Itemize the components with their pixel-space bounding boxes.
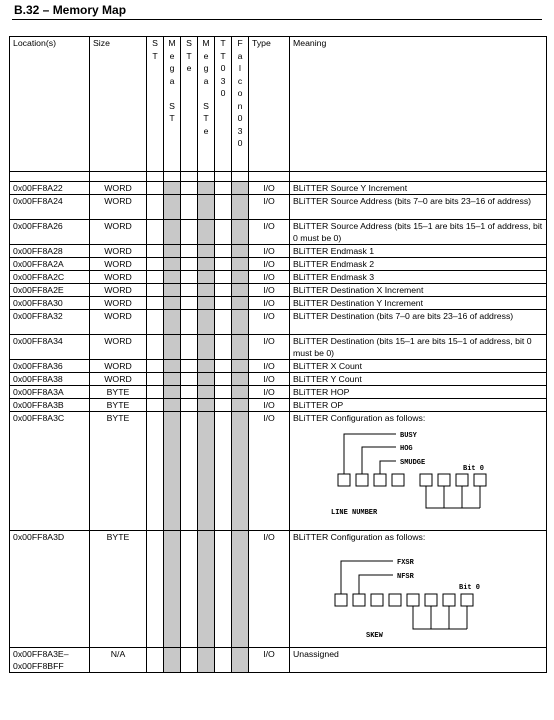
mega-st-cell: [164, 284, 181, 297]
tt030-cell: [215, 360, 232, 373]
header-ste: S T e: [181, 37, 198, 172]
st-cell: [147, 360, 164, 373]
table-row: [10, 271, 547, 284]
ste-cell: [181, 335, 198, 360]
size-cell: WORD: [90, 245, 147, 258]
mega-st-cell: [164, 360, 181, 373]
location-cell: 0x00FF8A2A: [10, 258, 90, 271]
size-cell: BYTE: [90, 399, 147, 412]
st-cell: [147, 335, 164, 360]
falcon030-cell: [232, 399, 249, 412]
type-cell: I/O: [249, 373, 290, 386]
size-cell: BYTE: [90, 531, 147, 648]
meaning-cell: BLiTTER OP: [290, 399, 547, 412]
page-title: B.32 – Memory Map: [14, 3, 127, 17]
tt030-cell: [215, 297, 232, 310]
table-row: [10, 195, 547, 220]
falcon030-cell: [232, 335, 249, 360]
type-cell: I/O: [249, 360, 290, 373]
mega-st-cell: [164, 220, 181, 245]
table-row: [10, 399, 547, 412]
mega-st-cell: [164, 310, 181, 335]
ste-cell: [181, 297, 198, 310]
falcon030-cell: [232, 373, 249, 386]
header-mega-st: M e g a S T: [164, 37, 181, 172]
falcon030-cell: [232, 386, 249, 399]
table-row: [10, 360, 547, 373]
type-cell: I/O: [249, 284, 290, 297]
meaning-cell: BLiTTER Endmask 2: [290, 258, 547, 271]
tt030-cell: [215, 284, 232, 297]
tt030-cell: [215, 245, 232, 258]
ste-cell: [181, 245, 198, 258]
type-cell: I/O: [249, 531, 290, 648]
table-row: [10, 284, 547, 297]
tt030-cell: [215, 386, 232, 399]
mega-ste-cell: [198, 373, 215, 386]
hog-label: HOG: [400, 445, 413, 453]
size-cell: WORD: [90, 360, 147, 373]
st-cell: [147, 182, 164, 195]
table-row: [10, 310, 547, 335]
title-rule: [12, 19, 542, 20]
tt030-cell: [215, 195, 232, 220]
mega-ste-cell: [198, 335, 215, 360]
table-row: [10, 531, 547, 648]
location-cell: 0x00FF8A24: [10, 195, 90, 220]
ste-cell: [181, 220, 198, 245]
meaning-cell: BLiTTER Destination (bits 15–1 are bits 15–1 of address, bit 0 must be 0): [290, 335, 547, 360]
st-cell: [147, 399, 164, 412]
meaning-cell: BLiTTER Endmask 1: [290, 245, 547, 258]
location-cell: 0x00FF8A34: [10, 335, 90, 360]
line-number-label: LINE NUMBER: [331, 509, 378, 517]
type-cell: I/O: [249, 195, 290, 220]
falcon030-cell: [232, 284, 249, 297]
ste-cell: [181, 258, 198, 271]
ste-cell: [181, 373, 198, 386]
location-cell: 0x00FF8A30: [10, 297, 90, 310]
busy-label: BUSY: [400, 432, 417, 440]
size-cell: WORD: [90, 310, 147, 335]
mega-ste-cell: [198, 220, 215, 245]
header-location: Location(s): [10, 37, 90, 172]
falcon030-cell: [232, 310, 249, 335]
location-cell: 0x00FF8A3B: [10, 399, 90, 412]
type-cell: I/O: [249, 245, 290, 258]
st-cell: [147, 195, 164, 220]
header-mega-ste: M e g a S T e: [198, 37, 215, 172]
mega-ste-cell: [198, 360, 215, 373]
st-cell: [147, 258, 164, 271]
mega-ste-cell: [198, 271, 215, 284]
meaning-text: BLiTTER Configuration as follows:: [293, 532, 426, 542]
fxsr-label: FXSR: [397, 559, 414, 567]
header-meaning: Meaning: [290, 37, 547, 172]
st-cell: [147, 297, 164, 310]
type-cell: I/O: [249, 310, 290, 335]
header-falcon030: F a l c o n 0 3 0: [232, 37, 249, 172]
tt030-cell: [215, 271, 232, 284]
type-cell: I/O: [249, 386, 290, 399]
meaning-cell: [290, 412, 547, 531]
smudge-label: SMUDGE: [400, 459, 426, 467]
location-cell: 0x00FF8A3D: [10, 531, 90, 648]
mega-st-cell: [164, 297, 181, 310]
memory-map-table: [9, 36, 547, 673]
type-cell: I/O: [249, 182, 290, 195]
falcon030-cell: [232, 271, 249, 284]
falcon030-cell: [232, 182, 249, 195]
header-type: Type: [249, 37, 290, 172]
table-row: [10, 412, 547, 531]
bit0-label: Bit 0: [463, 465, 485, 473]
meaning-cell: BLiTTER X Count: [290, 360, 547, 373]
table-row: [10, 258, 547, 271]
mega-st-cell: [164, 271, 181, 284]
mega-ste-cell: [198, 297, 215, 310]
tt030-cell: [215, 373, 232, 386]
location-cell: 0x00FF8A32: [10, 310, 90, 335]
mega-ste-cell: [198, 386, 215, 399]
st-cell: [147, 271, 164, 284]
header-tt030: T T 0 3 0: [215, 37, 232, 172]
table-row: [10, 220, 547, 245]
falcon030-cell: [232, 297, 249, 310]
size-cell: WORD: [90, 220, 147, 245]
mega-st-cell: [164, 182, 181, 195]
size-cell: BYTE: [90, 412, 147, 531]
st-cell: [147, 245, 164, 258]
size-cell: WORD: [90, 284, 147, 297]
mega-ste-cell: [198, 195, 215, 220]
mega-st-cell: [164, 386, 181, 399]
falcon030-cell: [232, 220, 249, 245]
bit0-label: Bit 0: [459, 584, 481, 592]
type-cell: I/O: [249, 297, 290, 310]
location-cell: 0x00FF8A22: [10, 182, 90, 195]
mega-st-cell: [164, 245, 181, 258]
location-cell: 0x00FF8A26: [10, 220, 90, 245]
mega-ste-cell: [198, 399, 215, 412]
mega-st-cell: [164, 399, 181, 412]
meaning-cell: BLiTTER HOP: [290, 386, 547, 399]
location-cell: 0x00FF8A3E– 0x00FF8BFF: [10, 648, 90, 673]
table-row: [10, 297, 547, 310]
table-row: [10, 335, 547, 360]
spacer-row: [10, 172, 547, 182]
size-cell: WORD: [90, 195, 147, 220]
size-cell: BYTE: [90, 386, 147, 399]
size-cell: WORD: [90, 373, 147, 386]
meaning-cell: BLiTTER Y Count: [290, 373, 547, 386]
tt030-cell: [215, 220, 232, 245]
mega-st-cell: [164, 195, 181, 220]
size-cell: WORD: [90, 297, 147, 310]
header-size: Size: [90, 37, 147, 172]
size-cell: WORD: [90, 182, 147, 195]
type-cell: I/O: [249, 258, 290, 271]
st-cell: [147, 386, 164, 399]
ste-cell: [181, 182, 198, 195]
type-cell: I/O: [249, 399, 290, 412]
size-cell: WORD: [90, 271, 147, 284]
tt030-cell: [215, 335, 232, 360]
type-cell: I/O: [249, 220, 290, 245]
table-row: [10, 245, 547, 258]
st-cell: [147, 220, 164, 245]
tt030-cell: [215, 310, 232, 335]
table-row: [10, 182, 547, 195]
location-cell: 0x00FF8A2E: [10, 284, 90, 297]
mega-st-cell: [164, 373, 181, 386]
st-cell: [147, 373, 164, 386]
meaning-cell: BLiTTER Endmask 3: [290, 271, 547, 284]
falcon030-cell: [232, 195, 249, 220]
falcon030-cell: [232, 360, 249, 373]
location-cell: 0x00FF8A2C: [10, 271, 90, 284]
meaning-cell: BLiTTER Destination Y Increment: [290, 297, 547, 310]
mega-ste-cell: [198, 258, 215, 271]
ste-cell: [181, 310, 198, 335]
type-cell: I/O: [249, 335, 290, 360]
type-cell: I/O: [249, 412, 290, 531]
meaning-cell: Unassigned: [290, 648, 547, 673]
meaning-text: BLiTTER Configuration as follows:: [293, 413, 426, 423]
size-cell: WORD: [90, 258, 147, 271]
type-cell: I/O: [249, 648, 290, 673]
meaning-cell: BLiTTER Destination X Increment: [290, 284, 547, 297]
meaning-cell: BLiTTER Source Address (bits 7–0 are bits 23–16 of address): [290, 195, 547, 220]
mega-st-cell: [164, 335, 181, 360]
table-row: [10, 373, 547, 386]
st-cell: [147, 310, 164, 335]
location-cell: 0x00FF8A28: [10, 245, 90, 258]
ste-cell: [181, 284, 198, 297]
table-row: [10, 648, 547, 673]
meaning-cell: BLiTTER Source Y Increment: [290, 182, 547, 195]
location-cell: 0x00FF8A3A: [10, 386, 90, 399]
falcon030-cell: [232, 258, 249, 271]
meaning-cell: BLiTTER Source Address (bits 15–1 are bits 15–1 of address, bit 0 must be 0): [290, 220, 547, 245]
location-cell: 0x00FF8A36: [10, 360, 90, 373]
ste-cell: [181, 195, 198, 220]
tt030-cell: [215, 182, 232, 195]
ste-cell: [181, 386, 198, 399]
table-row: [10, 386, 547, 399]
mega-st-cell: [164, 258, 181, 271]
mega-ste-cell: [198, 310, 215, 335]
ste-cell: [181, 360, 198, 373]
ste-cell: [181, 271, 198, 284]
nfsr-label: NFSR: [397, 573, 414, 581]
location-cell: 0x00FF8A38: [10, 373, 90, 386]
location-cell: 0x00FF8A3C: [10, 412, 90, 531]
meaning-cell: [290, 531, 547, 648]
size-cell: N/A: [90, 648, 147, 673]
mega-ste-cell: [198, 284, 215, 297]
tt030-cell: [215, 258, 232, 271]
type-cell: I/O: [249, 271, 290, 284]
tt030-cell: [215, 399, 232, 412]
mega-ste-cell: [198, 245, 215, 258]
size-cell: WORD: [90, 335, 147, 360]
header-st: S T: [147, 37, 164, 172]
st-cell: [147, 284, 164, 297]
mega-ste-cell: [198, 182, 215, 195]
ste-cell: [181, 399, 198, 412]
blitter-config-diagram-2: [293, 547, 493, 639]
skew-label: SKEW: [366, 632, 383, 639]
meaning-cell: BLiTTER Destination (bits 7–0 are bits 23–16 of address): [290, 310, 547, 335]
blitter-config-diagram-1: [293, 428, 493, 520]
falcon030-cell: [232, 245, 249, 258]
